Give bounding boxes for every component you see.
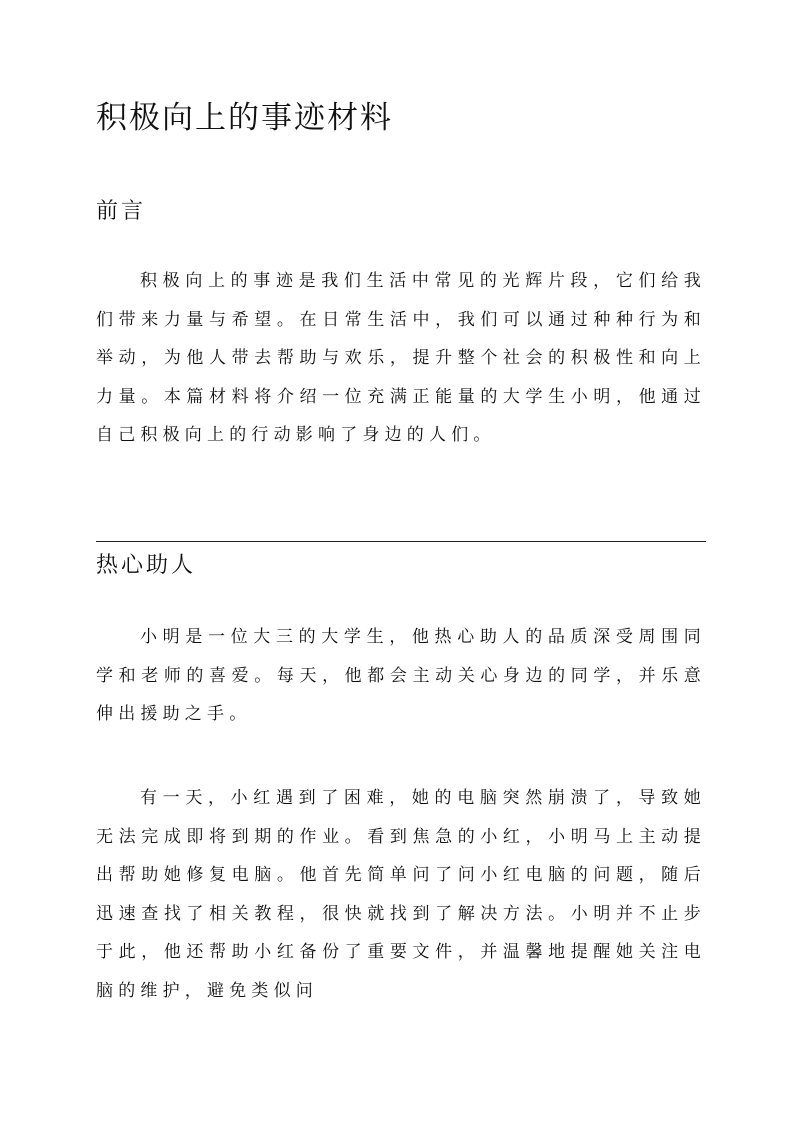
section-heading-preface: 前言	[96, 199, 147, 224]
document-title: 积极向上的事迹材料	[96, 100, 393, 136]
section-heading-helping-others: 热心助人	[96, 553, 197, 578]
helping-paragraph-1: 小明是一位大三的大学生，他热心助人的品质深受周围同学和老师的喜爱。每天，他都会主动关心身边的同学，并乐意伸出援助之手。	[96, 627, 706, 725]
helping-paragraph-2: 有一天，小红遇到了困难，她的电脑突然崩溃了，导致她无法完成即将到期的作业。看到焦急的小红，小明马上主动提出帮助她修复电脑。他首先简单问了问小红电脑的问题，随后迅速查找了相关教程，很快就找到了解决方法。小明并不止步于此，他还帮助小红备份了重要文件，并温馨地提醒她关注电脑的维护，避免类似问	[96, 788, 706, 1001]
preface-paragraph: 积极向上的事迹是我们生活中常见的光辉片段，它们给我们带来力量与希望。在日常生活中，我们可以通过种种行为和举动，为他人带去帮助与欢乐，提升整个社会的积极性和向上力量。本篇材料将介绍一位充满正能量的大学生小明，他通过自己积极向上的行动影响了身边的人们。	[96, 271, 706, 446]
section-divider	[96, 541, 706, 542]
